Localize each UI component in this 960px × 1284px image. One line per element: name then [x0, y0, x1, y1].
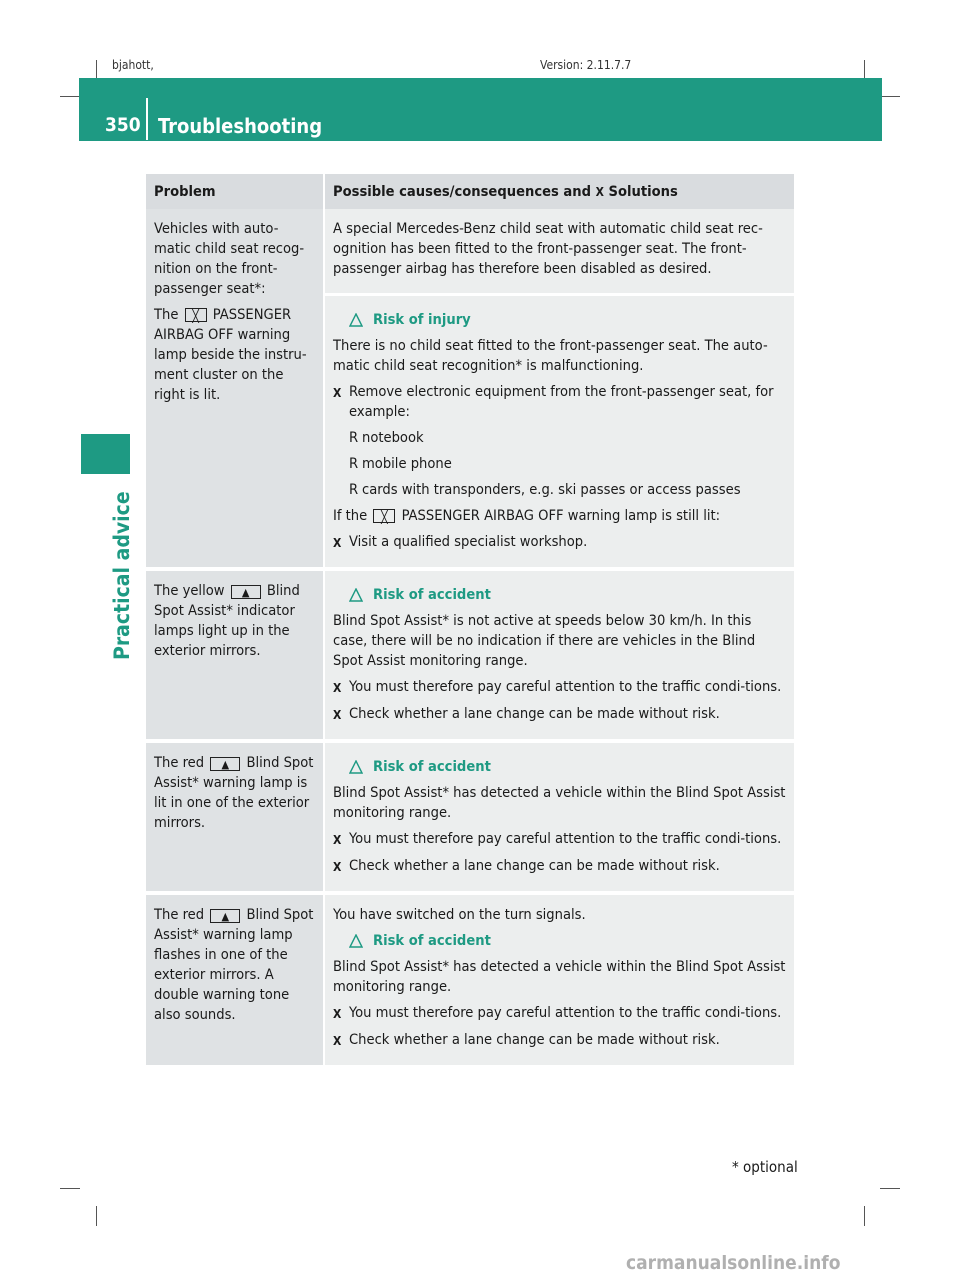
footnote: * optional	[732, 1158, 798, 1176]
solution-cell	[325, 743, 794, 895]
list-item	[349, 480, 786, 500]
bullet-icon: R	[349, 455, 359, 472]
solution-part	[325, 293, 794, 567]
page-number: 350	[105, 114, 141, 136]
header-solution-text: Possible causes/consequences and	[333, 183, 592, 200]
step-text: You must therefore pay careful attention to the traffic condi-tions.	[349, 678, 782, 695]
problem-text-part: Blind Spot Assist* indicator lamps light up in the exterior mirrors.	[154, 582, 300, 659]
step-text: You must therefore pay careful attention to the traffic condi-tions.	[349, 1004, 782, 1021]
problem-cell	[146, 209, 325, 571]
arrow-icon: X	[333, 681, 342, 695]
step-text: Visit a qualified specialist workshop.	[349, 533, 588, 550]
problem-text-part: The yellow	[154, 582, 225, 599]
arrow-icon: X	[595, 185, 604, 199]
arrow-icon: X	[333, 1034, 342, 1048]
airbag-off-icon: ╳	[185, 308, 207, 322]
section-label: Practical advice	[110, 491, 134, 660]
instruction-step	[333, 856, 786, 877]
page-title: Troubleshooting	[158, 114, 323, 138]
warning-label: Risk of injury	[373, 311, 471, 328]
warning-triangle-icon	[349, 313, 363, 327]
warning-heading	[349, 310, 786, 330]
step-text: Remove electronic equipment from the front-passenger seat, for example:	[349, 383, 774, 420]
list-item	[349, 428, 786, 448]
solution-cell	[325, 209, 794, 571]
instruction-step	[333, 1003, 786, 1024]
bullet-icon: R	[349, 481, 359, 498]
instruction-step	[333, 382, 786, 422]
solution-text: Blind Spot Assist* has detected a vehicle within the Blind Spot Assist monitoring range.	[333, 958, 786, 995]
header-rule	[79, 140, 882, 141]
solution-text: There is no child seat fitted to the front-passenger seat. The auto-matic child seat recognition* is malfunctioning.	[333, 337, 768, 374]
solution-cell	[325, 571, 794, 743]
table-row	[146, 895, 794, 1069]
step-text: Check whether a lane change can be made without risk.	[349, 705, 720, 722]
crop-mark	[96, 1206, 97, 1226]
crop-mark	[60, 96, 80, 97]
problem-cell	[146, 895, 325, 1069]
problem-text-part: The	[154, 306, 179, 323]
solution-text-part: If the	[333, 507, 368, 524]
blind-spot-icon: ▲	[210, 757, 240, 771]
warning-label: Risk of accident	[373, 586, 491, 603]
instruction-step	[333, 532, 786, 553]
list-item-text: cards with transponders, e.g. ski passes or access passes	[362, 481, 741, 498]
solution-text: Blind Spot Assist* is not active at speeds below 30 km/h. In this case, there will be no indication if there are vehicles in the Blind Spot Assist monitoring range.	[333, 612, 756, 669]
crop-mark	[880, 96, 900, 97]
solution-cell	[325, 895, 794, 1069]
solution-text: Blind Spot Assist* has detected a vehicle within the Blind Spot Assist monitoring range.	[333, 784, 786, 821]
problem-text	[154, 305, 315, 405]
arrow-icon: X	[333, 860, 342, 874]
crop-mark	[864, 1206, 865, 1226]
list-item	[349, 454, 786, 474]
solution-part	[325, 209, 794, 293]
problem-text	[154, 753, 315, 833]
problem-text-part: Blind Spot Assist* warning lamp is lit in one of the exterior mirrors.	[154, 754, 314, 831]
arrow-icon: X	[333, 1007, 342, 1021]
step-text: Check whether a lane change can be made without risk.	[349, 857, 720, 874]
instruction-step	[333, 677, 786, 698]
warning-heading	[349, 585, 786, 605]
arrow-icon: X	[333, 386, 342, 400]
table-row	[146, 209, 794, 571]
warning-triangle-icon	[349, 760, 363, 774]
blind-spot-icon: ▲	[210, 909, 240, 923]
header-solution	[325, 174, 794, 209]
warning-heading	[349, 931, 786, 951]
problem-cell	[146, 743, 325, 895]
step-text: You must therefore pay careful attention to the traffic condi-tions.	[349, 830, 782, 847]
crop-mark	[864, 60, 865, 80]
solution-text-part: PASSENGER AIRBAG OFF warning lamp is still lit:	[401, 507, 721, 524]
table-row	[146, 571, 794, 743]
problem-text-part: Blind Spot Assist* warning lamp flashes in one of the exterior mirrors. A double warning tone also sounds.	[154, 906, 314, 1023]
problem-text: Vehicles with auto-matic child seat recog-nition on the front-passenger seat*:	[154, 220, 305, 297]
solution-text: You have switched on the turn signals.	[333, 906, 586, 923]
header-divider	[146, 98, 148, 140]
table-row	[146, 743, 794, 895]
meta-author: bjahott,	[112, 58, 154, 72]
crop-mark	[880, 1188, 900, 1189]
meta-version: Version: 2.11.7.7	[540, 58, 632, 72]
crop-mark	[96, 60, 97, 80]
problem-text	[154, 905, 315, 1025]
problem-text-part: PASSENGER AIRBAG OFF warning lamp beside the instru-ment cluster on the right is lit.	[154, 306, 307, 403]
header-solution-text-b: Solutions	[608, 183, 678, 200]
airbag-off-icon: ╳	[373, 509, 395, 523]
solution-text	[333, 506, 786, 526]
arrow-icon: X	[333, 708, 342, 722]
step-text: Check whether a lane change can be made without risk.	[349, 1031, 720, 1048]
instruction-step	[333, 1030, 786, 1051]
blind-spot-icon: ▲	[231, 585, 261, 599]
arrow-icon: X	[333, 833, 342, 847]
problem-text-part: The red	[154, 906, 205, 923]
list-item-text: notebook	[362, 429, 424, 446]
problem-text-part: The red	[154, 754, 205, 771]
crop-mark	[60, 1188, 80, 1189]
arrow-icon: X	[333, 536, 342, 550]
header-problem: Problem	[146, 174, 325, 209]
solution-text: A special Mercedes-Benz child seat with automatic child seat rec-ognition has been fitted to the front-passenger seat. The front-passenger airbag has therefore been disabled as desired.	[333, 220, 763, 277]
warning-label: Risk of accident	[373, 758, 491, 775]
troubleshooting-table	[146, 174, 794, 1069]
instruction-step	[333, 704, 786, 725]
warning-label: Risk of accident	[373, 932, 491, 949]
table-header-row	[146, 174, 794, 209]
watermark: carmanualsonline.info	[626, 1252, 841, 1274]
instruction-step	[333, 829, 786, 850]
problem-cell	[146, 571, 325, 743]
warning-heading	[349, 757, 786, 777]
problem-text	[154, 581, 315, 661]
list-item-text: mobile phone	[362, 455, 452, 472]
warning-triangle-icon	[349, 588, 363, 602]
warning-triangle-icon	[349, 934, 363, 948]
bullet-icon: R	[349, 429, 359, 446]
section-tab	[81, 434, 130, 474]
